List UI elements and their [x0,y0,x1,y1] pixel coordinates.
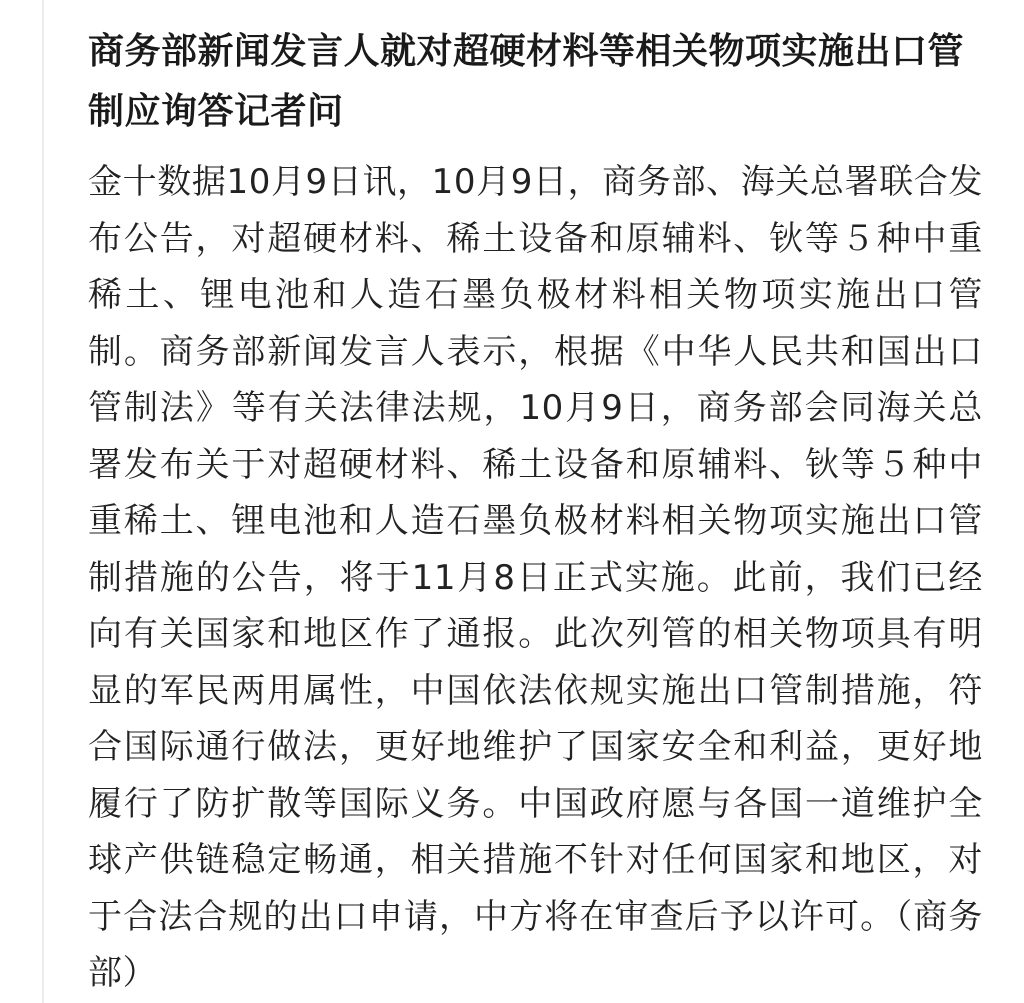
article [88,22,988,1002]
article-body: 金十数据10月9日讯，10月9日，商务部、海关总署联合发布公告，对超硬材料、稀土设备和原辅料、钬等５种中重稀土、锂电池和人造石墨负极材料相关物项实施出口管制。商务部新闻发言人表示，根据《中华人民共和国出口管制法》等有关法律法规，10月9日，商务部会同海关总署发布关于对超硬材料、稀土设备和原辅料、钬等５种中重稀土、锂电池和人造石墨负极材料相关物项实施出口管制措施的公告，将于11月8日正式实施。此前，我们已经向有关国家和地区作了通报。此次列管的相关物项具有明显的军民两用属性，中国依法依规实施出口管制措施，符合国际通行做法，更好地维护了国家安全和利益，更好地履行了防扩散等国际义务。中国政府愿与各国一道维护全球产供链稳定畅通，相关措施不针对任何国家和地区，对于合法合规的出口申请，中方将在审查后予以许可。（商务部） [88,162,983,993]
article-title: 商务部新闻发言人就对超硬材料等相关物项实施出口管制应询答记者问 [88,31,965,132]
left-divider [42,0,44,1003]
